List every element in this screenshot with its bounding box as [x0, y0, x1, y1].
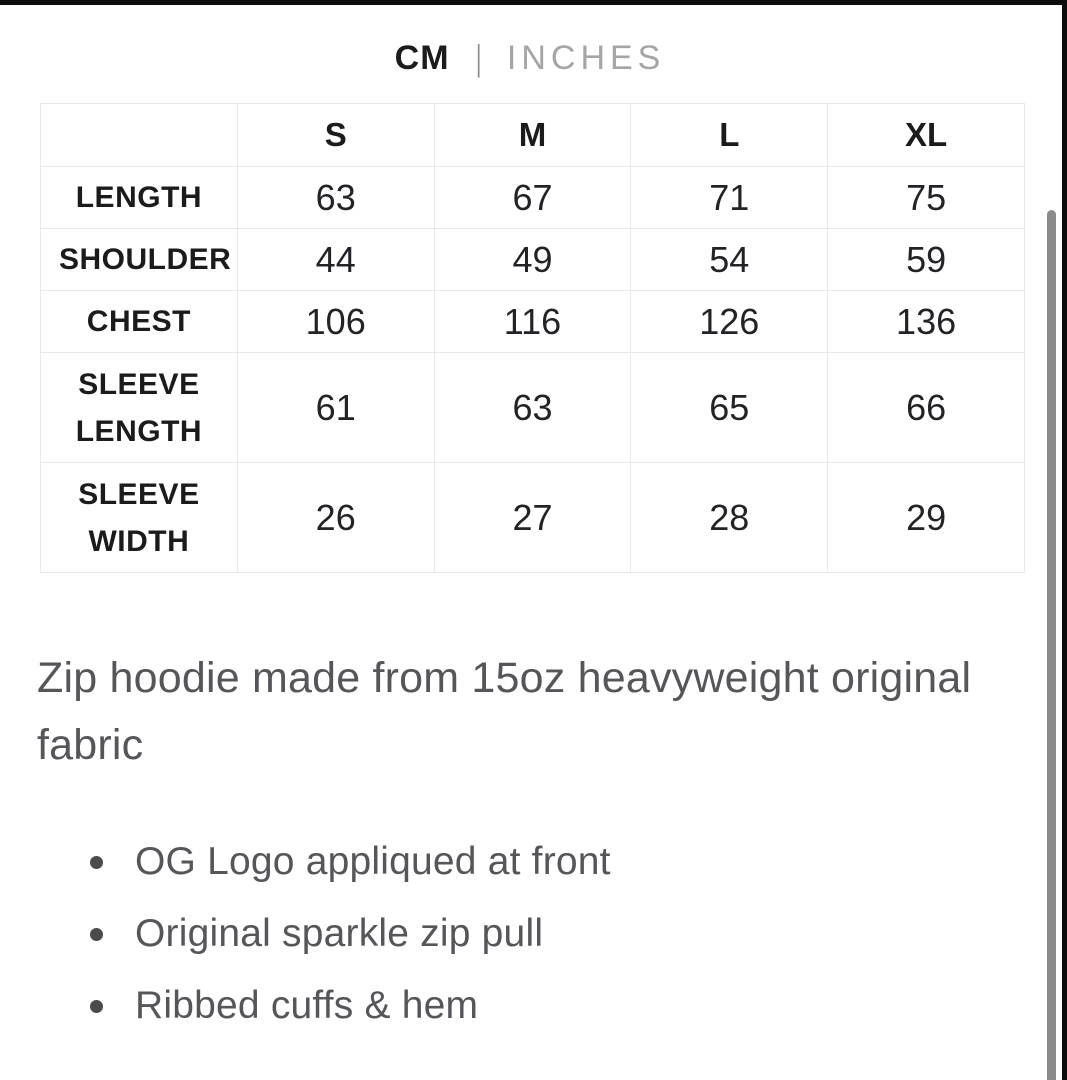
- cell-value: 61: [237, 353, 434, 463]
- unit-inches-button[interactable]: INCHES: [506, 38, 666, 77]
- top-window-edge: [0, 0, 1067, 5]
- table-row-shoulder: [41, 229, 1025, 291]
- cell-value: 66: [828, 353, 1025, 463]
- cell-value: 136: [828, 291, 1025, 353]
- cell-value: 54: [631, 229, 828, 291]
- size-chart-header-row: [41, 104, 1025, 167]
- cell-value: 28: [631, 463, 828, 573]
- feature-item: [90, 984, 611, 1028]
- bullet-icon: [90, 856, 103, 869]
- cell-value: 49: [434, 229, 631, 291]
- cell-value: 67: [434, 167, 631, 229]
- cell-value: 106: [237, 291, 434, 353]
- cell-value: 126: [631, 291, 828, 353]
- bullet-icon: [90, 1000, 103, 1013]
- cell-value: 63: [237, 167, 434, 229]
- product-description: Zip hoodie made from 15oz heavyweight original fabric: [37, 654, 972, 769]
- size-column-header-m: M: [434, 104, 631, 167]
- cell-value: 27: [434, 463, 631, 573]
- unit-toggle: [0, 36, 1060, 80]
- row-label: SHOULDER: [41, 229, 238, 291]
- scrollbar-thumb[interactable]: [1047, 210, 1056, 1080]
- feature-item: [90, 840, 611, 884]
- size-column-header-s: S: [237, 104, 434, 167]
- cell-value: 71: [631, 167, 828, 229]
- size-chart-table: [40, 103, 1025, 573]
- size-chart-corner-cell: [41, 104, 238, 167]
- unit-cm-button[interactable]: CM: [394, 38, 450, 77]
- cell-value: 75: [828, 167, 1025, 229]
- size-column-header-l: L: [631, 104, 828, 167]
- feature-list: [90, 840, 611, 1056]
- cell-value: 26: [237, 463, 434, 573]
- table-row-sleeve-width: [41, 463, 1025, 573]
- size-column-header-xl: XL: [828, 104, 1025, 167]
- row-label: LENGTH: [41, 167, 238, 229]
- feature-text: Original sparkle zip pull: [135, 912, 544, 955]
- row-label: SLEEVE LENGTH: [41, 353, 238, 463]
- cell-value: 116: [434, 291, 631, 353]
- table-row-sleeve-length: [41, 353, 1025, 463]
- cell-value: 63: [434, 353, 631, 463]
- table-row-chest: [41, 291, 1025, 353]
- feature-text: OG Logo appliqued at front: [135, 840, 611, 883]
- bullet-icon: [90, 928, 103, 941]
- unit-toggle-divider: |: [475, 37, 482, 78]
- cell-value: 44: [237, 229, 434, 291]
- right-window-edge: [1062, 0, 1067, 1080]
- feature-item: [90, 912, 611, 956]
- feature-text: Ribbed cuffs & hem: [135, 984, 479, 1027]
- cell-value: 59: [828, 229, 1025, 291]
- cell-value: 65: [631, 353, 828, 463]
- row-label: CHEST: [41, 291, 238, 353]
- cell-value: 29: [828, 463, 1025, 573]
- table-row-length: [41, 167, 1025, 229]
- row-label: SLEEVE WIDTH: [41, 463, 238, 573]
